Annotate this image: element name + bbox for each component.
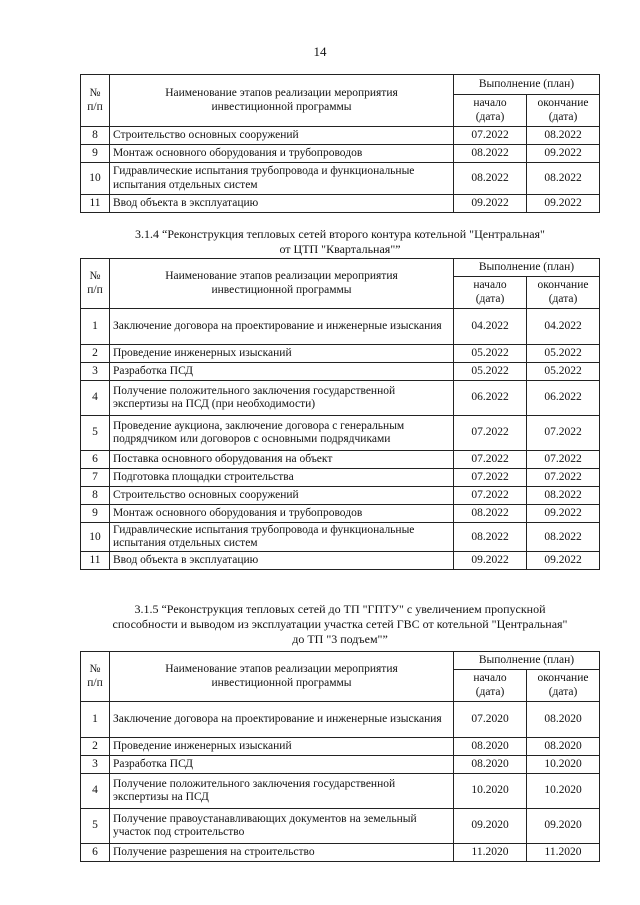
row-number: 6 [81,451,110,469]
row-end-date: 11.2020 [527,844,600,862]
table-row [81,809,600,844]
row-number: 2 [81,738,110,756]
row-start-date: 09.2022 [454,195,527,213]
row-number: 8 [81,487,110,505]
row-stage-name: Получение разрешения на строительство [110,844,454,862]
row-stage-name: Ввод объекта в эксплуатацию [110,552,454,570]
row-start-date: 05.2022 [454,345,527,363]
row-end-date: 09.2022 [527,195,600,213]
row-end-date: 05.2022 [527,363,600,381]
row-end-date: 08.2022 [527,487,600,505]
row-end-date: 09.2022 [527,145,600,163]
row-start-date: 09.2020 [454,809,527,844]
header-start: начало (дата) [454,670,527,702]
row-start-date: 08.2020 [454,738,527,756]
row-stage-name: Подготовка площадки строительства [110,469,454,487]
row-end-date: 10.2020 [527,756,600,774]
section-title-line: способности и выводом из эксплуатации участка сетей ГВС от котельной "Центральная" [112,617,568,631]
header-name: Наименование этапов реализации мероприятия инвестиционной программы [110,259,454,309]
row-stage-name: Получение правоустанавливающих документов на земельный участок под строительство [110,809,454,844]
header-execution: Выполнение (план) [454,652,600,670]
table-row [81,774,600,809]
row-start-date: 08.2022 [454,505,527,523]
section-title-line: 3.1.4 “Реконструкция тепловых сетей второго контура котельной "Центральная" [135,227,545,241]
table-row [81,738,600,756]
row-stage-name: Разработка ПСД [110,363,454,381]
section-title-line: от ЦТП "Квартальная"” [279,242,401,256]
row-end-date: 08.2020 [527,738,600,756]
table-row [81,309,600,345]
row-stage-name: Монтаж основного оборудования и трубопроводов [110,145,454,163]
row-start-date: 06.2022 [454,381,527,416]
row-number: 5 [81,809,110,844]
row-start-date: 11.2020 [454,844,527,862]
row-end-date: 06.2022 [527,381,600,416]
table-row [81,451,600,469]
row-number: 1 [81,309,110,345]
page-number: 14 [313,44,327,59]
row-stage-name: Заключение договора на проектирование и инженерные изыскания [110,702,454,738]
row-end-date: 04.2022 [527,309,600,345]
row-stage-name: Проведение инженерных изысканий [110,345,454,363]
header-end: окончание (дата) [527,670,600,702]
row-end-date: 07.2022 [527,451,600,469]
row-start-date: 09.2022 [454,552,527,570]
row-number: 10 [81,523,110,552]
row-stage-name: Ввод объекта в эксплуатацию [110,195,454,213]
row-stage-name: Получение положительного заключения государственной экспертизы на ПСД [110,774,454,809]
row-start-date: 07.2022 [454,127,527,145]
row-stage-name: Проведение инженерных изысканий [110,738,454,756]
header-execution: Выполнение (план) [454,259,600,277]
row-end-date: 08.2020 [527,702,600,738]
header-num: № п/п [81,75,110,127]
row-start-date: 10.2020 [454,774,527,809]
row-number: 4 [81,381,110,416]
row-end-date: 05.2022 [527,345,600,363]
table-row [81,552,600,570]
row-number: 10 [81,163,110,195]
row-start-date: 07.2022 [454,487,527,505]
header-end: окончание (дата) [527,95,600,127]
row-start-date: 07.2022 [454,451,527,469]
row-start-date: 08.2022 [454,163,527,195]
row-stage-name: Строительство основных сооружений [110,487,454,505]
section-3-1-5-title [60,602,620,647]
row-stage-name: Проведение аукциона, заключение договора с генеральным подрядчиком или договоров с основными подрядчиками [110,416,454,451]
header-start: начало (дата) [454,95,527,127]
row-number: 9 [81,505,110,523]
section-3-1-4-title [60,227,620,257]
table-row [81,702,600,738]
table-row [81,381,600,416]
row-start-date: 07.2020 [454,702,527,738]
table-row [81,416,600,451]
row-number: 3 [81,363,110,381]
row-number: 6 [81,844,110,862]
section-title-line: до ТП "3 подъем"” [292,632,388,646]
row-stage-name: Гидравлические испытания трубопровода и функциональные испытания отдельных систем [110,523,454,552]
row-start-date: 08.2020 [454,756,527,774]
table-row [81,756,600,774]
stages-table-3-1-4 [80,258,600,570]
row-end-date: 09.2022 [527,552,600,570]
row-stage-name: Разработка ПСД [110,756,454,774]
row-start-date: 07.2022 [454,416,527,451]
header-start: начало (дата) [454,277,527,309]
header-name: Наименование этапов реализации мероприятия инвестиционной программы [110,75,454,127]
row-end-date: 08.2022 [527,127,600,145]
row-start-date: 05.2022 [454,363,527,381]
stages-table-continued [80,74,600,213]
header-name: Наименование этапов реализации мероприятия инвестиционной программы [110,652,454,702]
row-number: 11 [81,552,110,570]
stages-table-3-1-5 [80,651,600,862]
table-row [81,127,600,145]
row-number: 9 [81,145,110,163]
row-stage-name: Заключение договора на проектирование и инженерные изыскания [110,309,454,345]
row-number: 5 [81,416,110,451]
header-execution: Выполнение (план) [454,75,600,95]
row-number: 11 [81,195,110,213]
header-num: № п/п [81,259,110,309]
header-num: № п/п [81,652,110,702]
row-stage-name: Получение положительного заключения государственной экспертизы на ПСД (при необходимости) [110,381,454,416]
table-row [81,487,600,505]
table-row [81,363,600,381]
row-end-date: 09.2022 [527,505,600,523]
row-end-date: 08.2022 [527,523,600,552]
row-end-date: 07.2022 [527,416,600,451]
row-end-date: 07.2022 [527,469,600,487]
row-start-date: 08.2022 [454,523,527,552]
row-start-date: 04.2022 [454,309,527,345]
table-row [81,345,600,363]
row-stage-name: Гидравлические испытания трубопровода и функциональные испытания отдельных систем [110,163,454,195]
row-number: 7 [81,469,110,487]
table-row [81,523,600,552]
row-number: 8 [81,127,110,145]
table-row [81,469,600,487]
row-start-date: 08.2022 [454,145,527,163]
row-end-date: 10.2020 [527,774,600,809]
row-stage-name: Поставка основного оборудования на объект [110,451,454,469]
row-stage-name: Монтаж основного оборудования и трубопроводов [110,505,454,523]
table-row [81,505,600,523]
table-row [81,163,600,195]
row-number: 4 [81,774,110,809]
section-title-line: 3.1.5 “Реконструкция тепловых сетей до ТП "ГПТУ" с увеличением пропускной [134,602,546,616]
row-end-date: 08.2022 [527,163,600,195]
row-number: 3 [81,756,110,774]
row-stage-name: Строительство основных сооружений [110,127,454,145]
table-row [81,145,600,163]
table-row [81,195,600,213]
row-number: 2 [81,345,110,363]
row-end-date: 09.2020 [527,809,600,844]
row-number: 1 [81,702,110,738]
header-end: окончание (дата) [527,277,600,309]
row-start-date: 07.2022 [454,469,527,487]
table-row [81,844,600,862]
